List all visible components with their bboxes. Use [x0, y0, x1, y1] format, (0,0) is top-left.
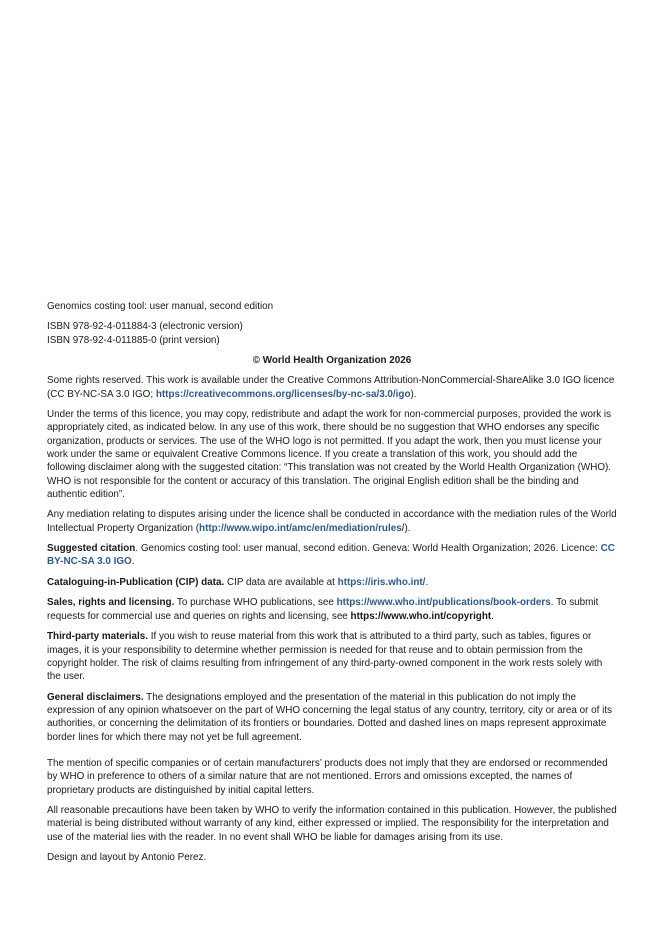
precautions-paragraph: All reasonable precautions have been taken by WHO to verify the information contained in this publication. However, the published material is being distributed without warranty of any kind, either expressed or implied. The responsibility for the interpretation and use of the material lies with the reader. In no event shall WHO be liable for damages arising from its use.	[47, 805, 617, 843]
book-orders-link[interactable]: https://www.who.int/publications/book-orders	[336, 597, 551, 609]
citation-text: . Genomics costing tool: user manual, second edition. Geneva: World Health Organization; 2026. Licence:	[135, 543, 601, 555]
cc-licence-link[interactable]: https://creativecommons.org/licenses/by-nc-sa/3.0/igo	[155, 388, 411, 400]
citation-paragraph	[47, 542, 617, 569]
publication-title: Genomics costing tool: user manual, second edition	[47, 301, 274, 312]
sales-paragraph	[47, 596, 617, 623]
sales-text-2: . To submit requests for commercial use and queries on rights and licensing, see	[47, 597, 599, 622]
rights-text: Some rights reserved. This work is available under the Creative Commons Attribution-NonCommercial-ShareAlike 3.0 IGO licence (CC BY-NC-SA 3.0 IGO;	[47, 375, 615, 400]
disclaimers-paragraph	[47, 691, 617, 744]
mention-paragraph: The mention of specific companies or of certain manufacturers’ products does not imply that they are endorsed or recommended by WHO in preference to others of a similar nature that are not mentioned. Errors and omissions excepted, the names of proprietary products are distinguished by initial capital letters.	[47, 757, 608, 796]
iris-link[interactable]: https://iris.who.int/	[337, 576, 426, 588]
copyright-notice: © World Health Organization 2026	[252, 355, 412, 367]
cip-paragraph	[47, 576, 617, 589]
copyright-link[interactable]: https://www.who.int/copyright	[350, 610, 492, 622]
sales-label: Sales, rights and licensing.	[47, 597, 175, 609]
copyright-page	[47, 300, 617, 872]
wipo-mediation-link[interactable]: http://www.wipo.int/amc/en/mediation/rules/	[199, 522, 405, 534]
third-party-text: If you wish to reuse material from this work that is attributed to a third party, such as tables, figures or images, it is your responsibility to determine whether permission is needed for that reuse and to obtain permission from the copyright holder. The risk of claims resulting from infringement of any third-party-owned component in the work rests solely with the user.	[47, 631, 603, 683]
citation-licence-link[interactable]: CC BY-NC-SA 3.0 IGO	[47, 543, 615, 568]
mediation-paragraph	[47, 508, 617, 535]
design-credit: Design and layout by Antonio Perez.	[47, 852, 207, 864]
citation-end: .	[131, 556, 135, 568]
disclaimers-label: General disclaimers.	[47, 691, 144, 703]
mediation-text-end: ).	[404, 522, 411, 534]
mediation-text: Any mediation relating to disputes arising under the licence shall be conducted in accordance with the mediation rules of the World Intellectual Property Organization (	[47, 509, 617, 534]
third-party-paragraph	[47, 630, 617, 683]
isbn-block	[47, 320, 617, 347]
cip-text: CIP data are available at	[224, 576, 338, 588]
sales-text: To purchase WHO publications, see	[174, 597, 337, 609]
third-party-label: Third-party materials.	[47, 631, 148, 643]
cip-label: Cataloguing-in-Publication (CIP) data.	[47, 576, 225, 588]
isbn-print: ISBN 978-92-4-011885-0 (print version)	[47, 334, 220, 346]
citation-label: Suggested citation	[47, 543, 136, 555]
sales-end: .	[491, 610, 494, 622]
rights-text-end: ).	[410, 388, 417, 400]
disclaimers-text: The designations employed and the presentation of the material in this publication do not imply the expression of any opinion whatsoever on the part of WHO concerning the legal status of any country, territory, city or area or of its authorities, or concerning the delimitation of its frontiers or boundaries. Dotted and dashed lines on maps represent approximate border lines for which there may not yet be full agreement.	[47, 691, 612, 743]
licence-terms-paragraph: Under the terms of this licence, you may copy, redistribute and adapt the work for non-commercial purposes, provided the work is appropriately cited, as indicated below. In any use of this work, there should be no suggestion that WHO endorses any specific organization, products or services. The use of the WHO logo is not permitted. If you adapt the work, then you must license your work under the same or equivalent Creative Commons licence. If you create a translation of this work, you should add the following disclaimer along with the suggested citation: “This translation was not created by the World Health Organization (WHO). WHO is not responsible for the content or accuracy of this translation. The original English edition shall be the binding and authentic edition”.	[47, 409, 612, 500]
isbn-electronic: ISBN 978-92-4-011884-3 (electronic version)	[47, 321, 243, 333]
cip-end: .	[425, 576, 429, 588]
rights-paragraph	[47, 374, 617, 401]
